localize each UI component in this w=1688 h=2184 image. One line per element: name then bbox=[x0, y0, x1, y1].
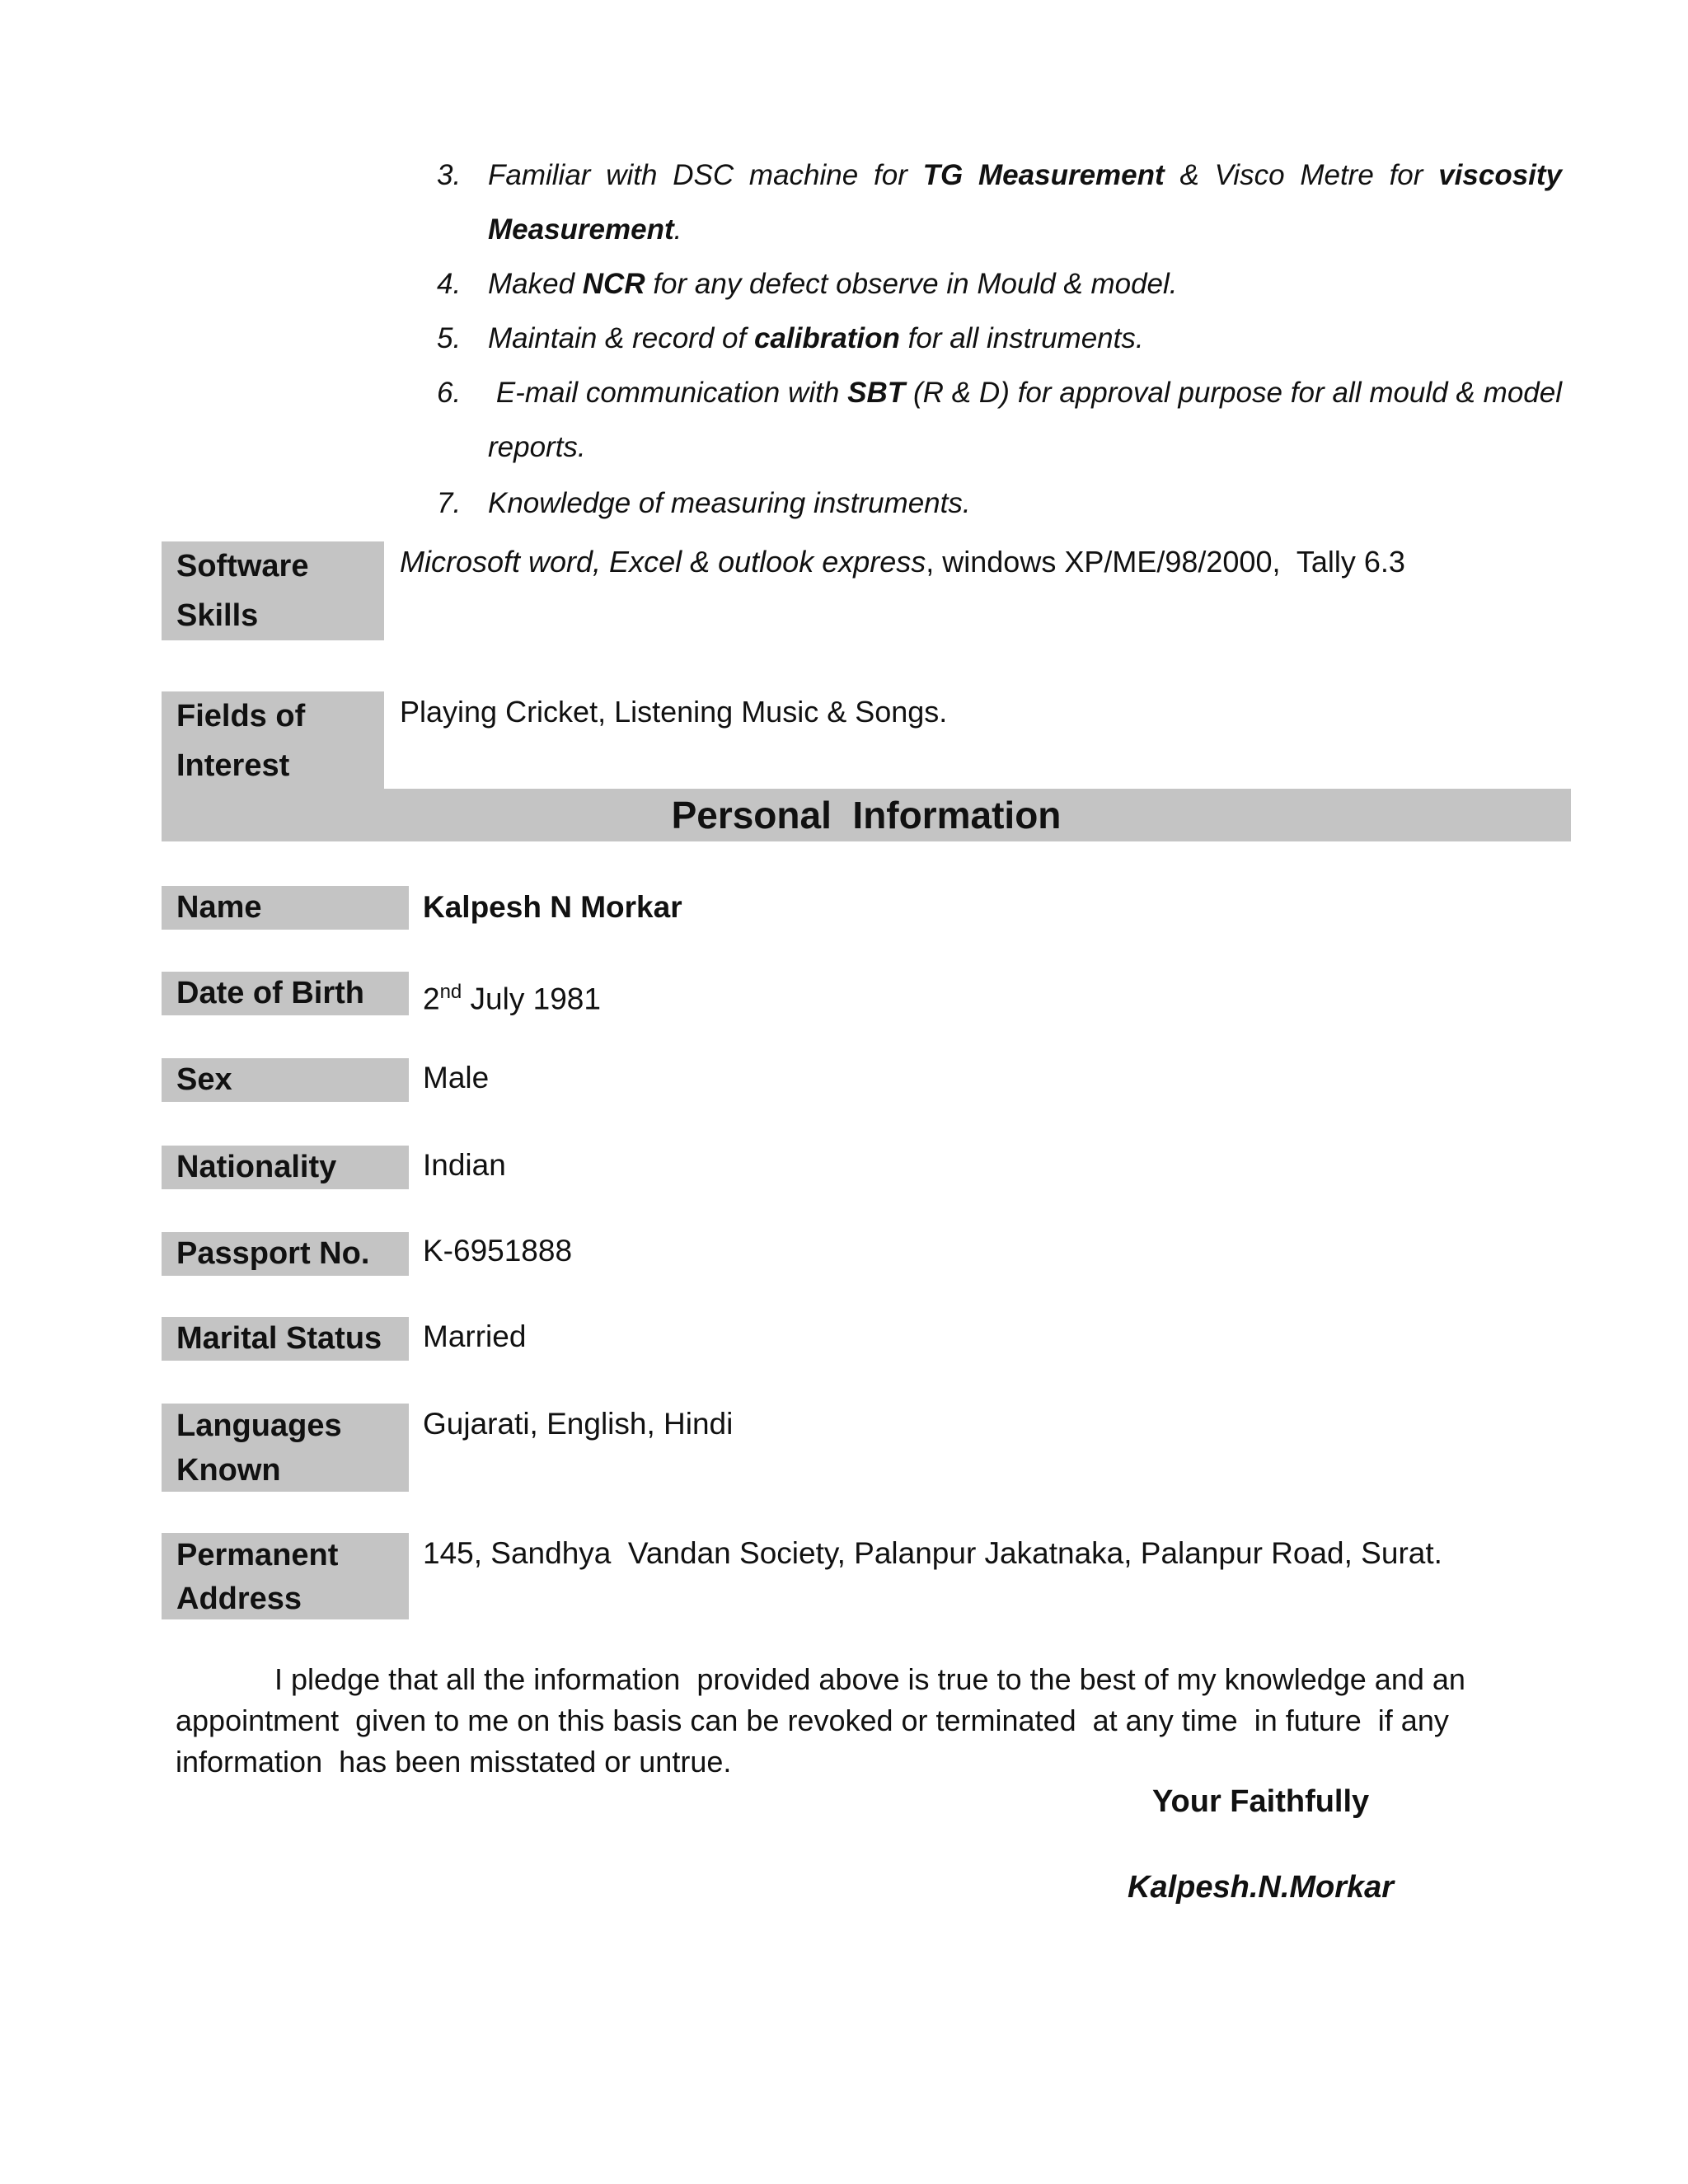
list-number: 7. bbox=[437, 487, 462, 519]
list-text: Familiar with DSC machine for TG Measurement & Visco Metre for viscosity bbox=[488, 159, 1563, 191]
languages-value: Gujarati, English, Hindi bbox=[423, 1407, 734, 1441]
sex-label: Sex bbox=[176, 1062, 232, 1097]
marital-label: Marital Status bbox=[176, 1321, 382, 1356]
interest-label: Fields of Interest bbox=[176, 699, 306, 783]
nationality-value: Indian bbox=[423, 1148, 506, 1182]
list-text: Knowledge of measuring instruments. bbox=[488, 487, 971, 519]
closing-salutation: Your Faithfully bbox=[1152, 1784, 1370, 1819]
passport-label: Passport No. bbox=[176, 1236, 370, 1271]
list-number: 4. bbox=[437, 268, 462, 300]
languages-label: Languages Known bbox=[176, 1408, 342, 1488]
name-label: Name bbox=[176, 890, 262, 925]
dob-value: 2nd July 1981 bbox=[423, 981, 601, 1016]
software-skills-value: Microsoft word, Excel & outlook express, windows XP/ME/98/2000, Tally 6.3 bbox=[400, 545, 1405, 579]
interest-value: Playing Cricket, Listening Music & Songs. bbox=[400, 695, 948, 729]
list-text: Maked NCR for any defect observe in Mould & model. bbox=[488, 268, 1178, 300]
pledge-paragraph: I pledge that all the information provided above is true to the best of my knowledge and an appointment given to me on this basis can be revoked or terminated at any time in future if any information has been misstated or untrue. bbox=[176, 1662, 1465, 1779]
address-value: 145, Sandhya Vandan Society, Palanpur Jakatnaka, Palanpur Road, Surat. bbox=[423, 1536, 1442, 1570]
address-label: Permanent Address bbox=[176, 1538, 339, 1616]
software-skills-label: Software Skills bbox=[176, 549, 309, 633]
list-text: E-mail communication with SBT (R & D) for approval purpose for all mould & model bbox=[488, 377, 1562, 409]
list-text: Measurement. bbox=[488, 213, 682, 246]
marital-value: Married bbox=[423, 1319, 527, 1353]
list-number: 6. bbox=[437, 377, 462, 409]
list-text: Maintain & record of calibration for all instruments. bbox=[488, 322, 1144, 354]
list-number: 3. bbox=[437, 159, 462, 191]
signature-name: Kalpesh.N.Morkar bbox=[1128, 1870, 1395, 1905]
sex-value: Male bbox=[423, 1061, 490, 1094]
dob-label: Date of Birth bbox=[176, 976, 364, 1010]
list-number: 5. bbox=[437, 322, 462, 354]
section-title: Personal Information bbox=[671, 794, 1062, 837]
passport-value: K-6951888 bbox=[423, 1234, 573, 1268]
name-value: Kalpesh N Morkar bbox=[423, 890, 682, 924]
nationality-label: Nationality bbox=[176, 1150, 337, 1184]
list-text: reports. bbox=[488, 431, 586, 463]
